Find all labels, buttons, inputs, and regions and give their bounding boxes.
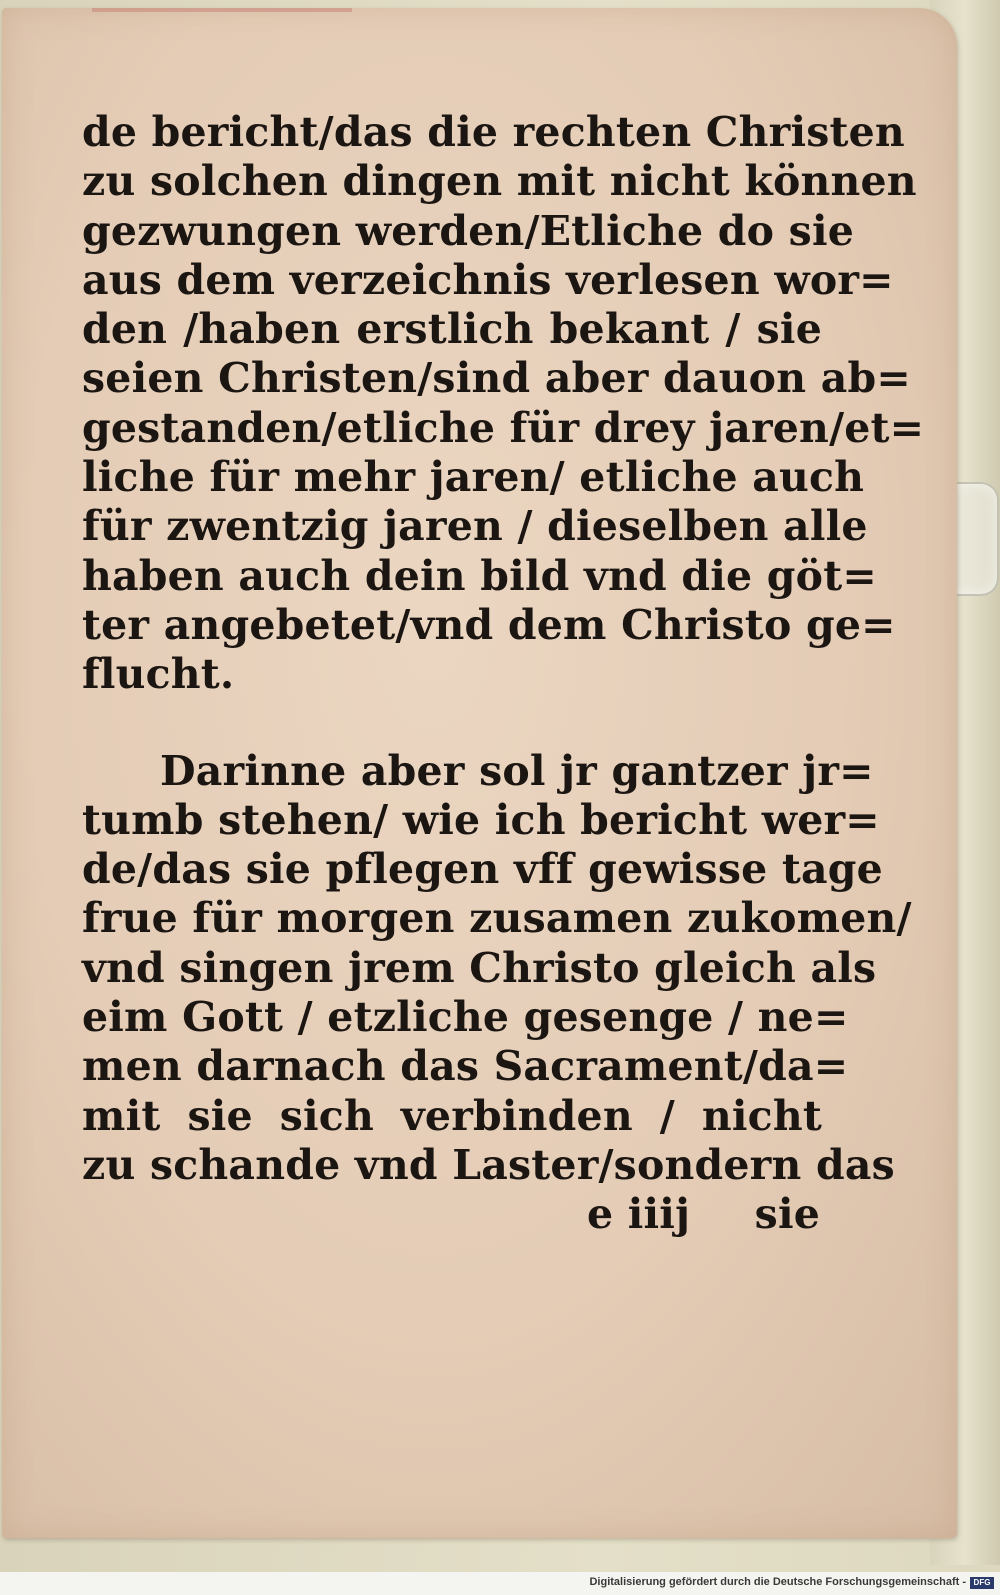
text-line: tumb stehen/ wie ich bericht wer=: [82, 795, 880, 844]
catchword: sie: [754, 1190, 820, 1239]
paragraph-gap: [82, 700, 822, 747]
text-line: eim Gott / etzliche gesenge / ne=: [82, 993, 849, 1042]
signature-line: [82, 1190, 822, 1239]
page-text: [82, 108, 925, 1240]
text-line: vnd singen jrem Christo gleich als: [82, 943, 877, 992]
text-line: mit sie sich verbinden / nicht: [82, 1091, 822, 1140]
text-line: für zwentzig jaren / dieselben alle: [82, 502, 868, 551]
text-line: liche für mehr jaren/ etliche auch: [82, 453, 865, 502]
text-line: gestanden/etliche für drey jaren/et=: [82, 403, 925, 452]
text-line: zu schande vnd Laster/sondern das: [82, 1140, 895, 1189]
funding-credit: Digitalisierung gefördert durch die Deutsche Forschungsgemeinschaft -: [589, 1576, 966, 1588]
page-edge-mark: [92, 8, 352, 12]
text-line: gezwungen werden/Etliche do sie: [82, 206, 855, 255]
text-line: haben auch dein bild vnd die göt=: [82, 551, 877, 600]
signature-mark: e iiij: [587, 1190, 691, 1239]
text-line: de bericht/das die rechten Christen: [82, 108, 905, 156]
text-line: de/das sie pflegen vff gewisse tage: [82, 845, 883, 894]
text-line: flucht.: [82, 650, 235, 699]
text-line: seien Christen/sind aber dauon ab=: [82, 354, 911, 403]
text-line: ter angebetet/vnd dem Christo ge=: [82, 600, 896, 649]
text-line: den /haben erstlich bekant / sie: [82, 305, 822, 354]
text-line: frue für morgen zusamen zukomen/: [82, 894, 912, 943]
dfg-logo: DFG: [970, 1577, 994, 1589]
text-line: men darnach das Sacrament/da=: [82, 1042, 849, 1091]
text-line: zu solchen dingen mit nicht können: [82, 157, 917, 206]
text-line: Darinne aber sol jr gantzer jr=: [160, 746, 874, 795]
text-line: aus dem verzeichnis verlesen wor=: [82, 255, 894, 304]
